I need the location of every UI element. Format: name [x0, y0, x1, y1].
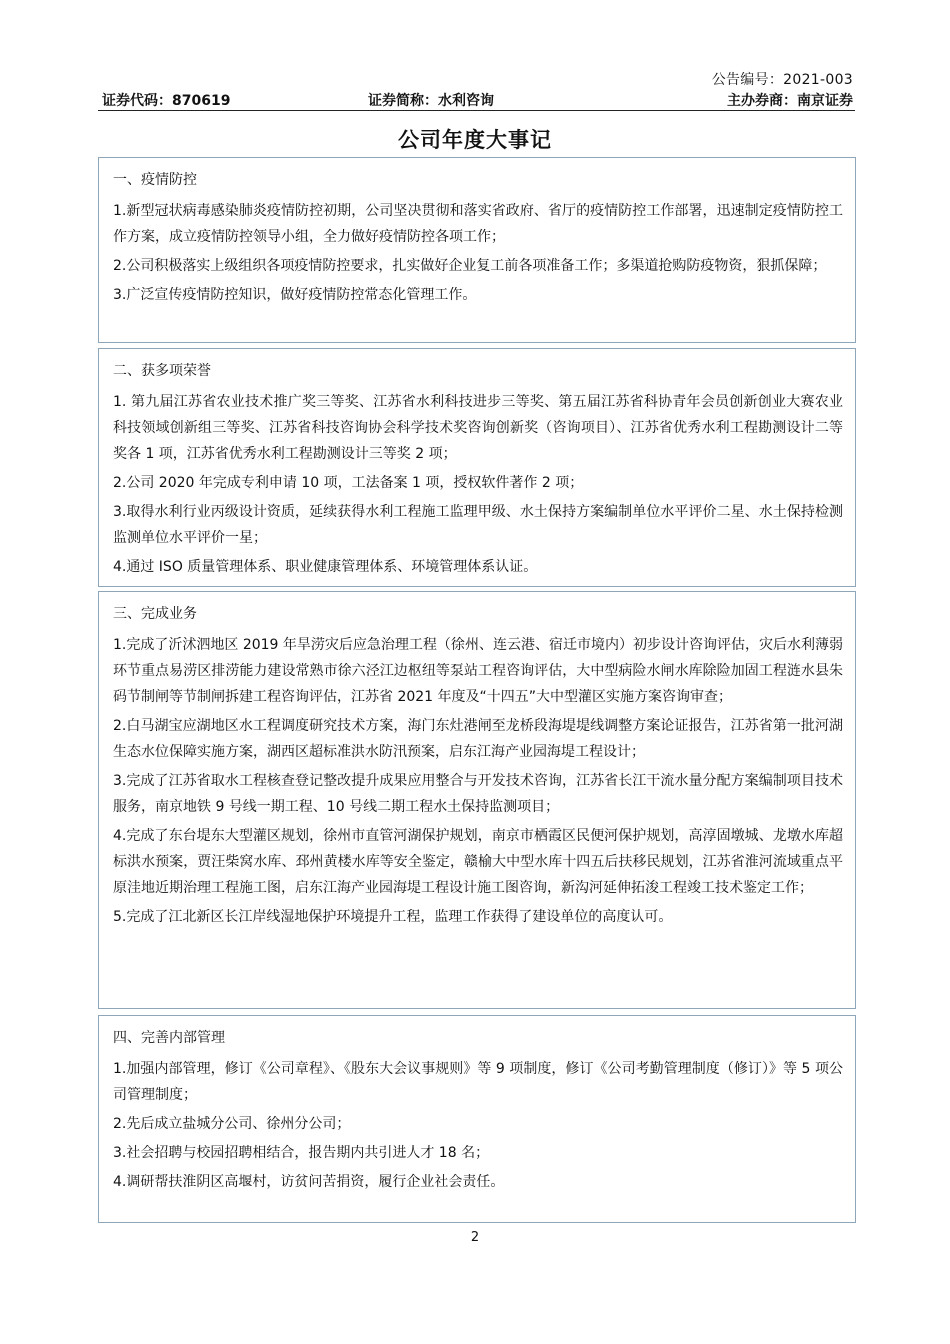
security-abbreviation: 证券简称：水利咨询 [368, 93, 494, 109]
page-title: 公司年度大事记 [398, 128, 552, 152]
section-internal-management [98, 1015, 856, 1223]
list-item: 1.新型冠状病毒感染肺炎疫情防控初期，公司坚决贯彻和落实省政府、省厅的疫情防控工作部署，迅速制定疫情防控工作方案，成立疫情防控领导小组，全力做好疫情防控各项工作； [113, 203, 843, 245]
list-item: 2.白马湖宝应湖地区水工程调度研究技术方案，海门东灶港闸至龙桥段海堤堤线调整方案论证报告，江苏省第一批河湖生态水位保障实施方案，湖西区超标准洪水防汛预案，启东江海产业园海堤工程设计； [113, 718, 843, 760]
page-number: 2 [470, 1230, 480, 1245]
header-info-row [102, 90, 853, 108]
page-header [98, 66, 855, 111]
section-completed-business [98, 591, 856, 1009]
list-item: 2.公司积极落实上级组织各项疫情防控要求，扎实做好企业复工前各项准备工作；多渠道抢购防疫物资，狠抓保障； [113, 258, 827, 274]
sponsor-broker: 主办券商：南京证券 [727, 93, 853, 109]
list-item: 4.通过 ISO 质量管理体系、职业健康管理体系、环境管理体系认证。 [113, 559, 538, 575]
section-honors [98, 348, 856, 587]
list-item: 4.调研帮扶淮阴区高堰村，访贫问苦捐资，履行企业社会责任。 [113, 1174, 505, 1190]
section-title: 四、完善内部管理 [113, 1030, 225, 1046]
list-item: 2.公司 2020 年完成专利申请 10 项，工法备案 1 项，授权软件著作 2 项； [113, 475, 584, 491]
section-title: 一、疫情防控 [113, 172, 197, 188]
list-item: 3.完成了江苏省取水工程核查登记整改提升成果应用整合与开发技术咨询，江苏省长江干流水量分配方案编制项目技术服务，南京地铁 9 号线一期工程、10 号线二期工程水土保持监测项目； [113, 773, 843, 815]
list-item: 1.加强内部管理，修订《公司章程》、《股东大会议事规则》等 9 项制度，修订《公司考勤管理制度（修订）》等 5 项公司管理制度； [113, 1061, 843, 1103]
list-item: 1.完成了沂沭泗地区 2019 年旱涝灾后应急治理工程（徐州、连云港、宿迁市境内）初步设计咨询评估，灾后水利薄弱环节重点易涝区排涝能力建设常熟市徐六泾江边枢纽等泵站工程咨询评估，大中型病险水闸水库除险加固工程涟水县朱码节制闸等节制闸拆建工程咨询评估，江苏省 2021 年度及“十四五”大中型灌区实施方案咨询审查； [113, 637, 843, 705]
list-item: 3.社会招聘与校园招聘相结合，报告期内共引进人才 18 名； [113, 1145, 490, 1161]
list-item: 4.完成了东台堤东大型灌区规划，徐州市直管河湖保护规划，南京市栖霞区民便河保护规划，高淳固墩城、龙墩水库超标洪水预案，贾汪柴窝水库、邳州黄楼水库等安全鉴定，赣榆大中型水库十四五后扶移民规划，江苏省淮河流域重点平原洼地近期治理工程施工图，启东江海产业园海堤工程设计施工图咨询，新沟河延伸拓浚工程竣工技术鉴定工作； [113, 828, 843, 896]
list-item: 1. 第九届江苏省农业技术推广奖三等奖、江苏省水利科技进步三等奖、第五届江苏省科协青年会员创新创业大赛农业科技领域创新组三等奖、江苏省科技咨询协会科学技术奖咨询创新奖（咨询项目）、江苏省优秀水利工程勘测设计二等奖各 1 项，江苏省优秀水利工程勘测设计三等奖 2 项； [113, 394, 843, 462]
announcement-number: 公告编号：2021-003 [711, 72, 853, 88]
section-title: 二、获多项荣誉 [113, 363, 211, 379]
list-item: 2.先后成立盐城分公司、徐州分公司； [113, 1116, 351, 1132]
security-code: 证券代码：870619 [102, 93, 231, 109]
list-item: 3.取得水利行业丙级设计资质，延续获得水利工程施工监理甲级、水土保持方案编制单位水平评价二星、水土保持检测监测单位水平评价一星； [113, 504, 843, 546]
list-item: 3.广泛宣传疫情防控知识，做好疫情防控常态化管理工作。 [113, 287, 477, 303]
section-epidemic-control [98, 157, 856, 343]
section-title: 三、完成业务 [113, 606, 197, 622]
list-item: 5.完成了江北新区长江岸线湿地保护环境提升工程，监理工作获得了建设单位的高度认可。 [113, 909, 673, 925]
